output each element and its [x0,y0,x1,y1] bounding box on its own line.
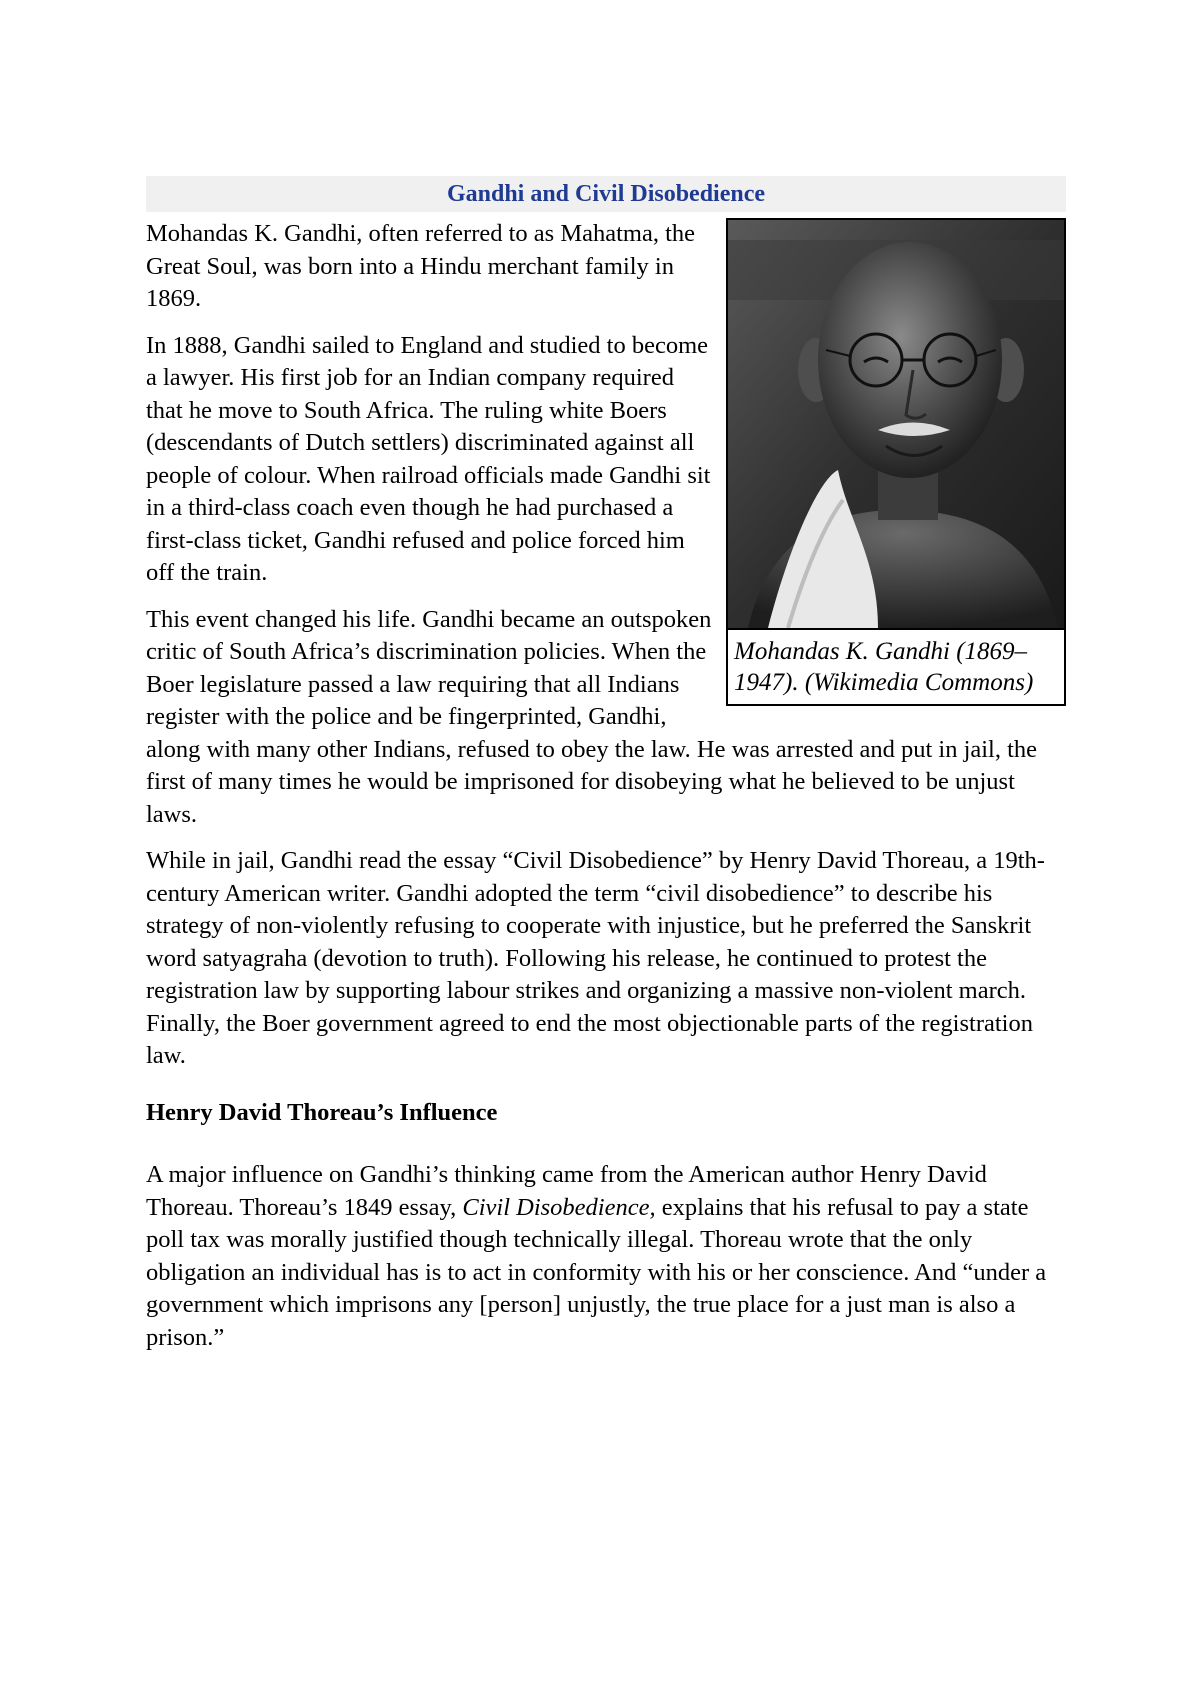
influence-text-start: A major influence on Gandhi’s thinking came from the American author Henry David Thoreau. Thoreau’s 1849 essay, [146,1161,987,1221]
paragraph-thoreau-influence [146,1159,1066,1354]
document-title: Gandhi and Civil Disobedience [146,176,1066,212]
paragraph-south-africa: In 1888, Gandhi sailed to England and studied to become a lawyer. His first job for an Indian company required that he move to South Africa. The ruling white Boers (descendants of Dutch settlers) discriminated against all people of colour. When railroad officials made Gandhi sit in a third-class coach even though he had purchased a first-class ticket, Gandhi refused and police forced him off the train. [146,331,711,586]
document-page [146,176,1066,1368]
section-heading: Henry David Thoreau’s Influence [146,1098,498,1126]
influence-text-end: explains that his refusal to pay a state poll tax was morally justified though technically illegal. Thoreau wrote that the only obligation an individual has is to act in conformity with his or her conscience. And “under a government which imprisons any [person] unjustly, the true place for a just man is also a prison.” [146,1193,1047,1351]
paragraph-civil-disobedience: While in jail, Gandhi read the essay “Civil Disobedience” by Henry David Thoreau, a 19th-century American writer. Gandhi adopted the term “civil disobedience” to describe his strategy of non-violently refusing to cooperate with injustice, but he preferred the Sanskrit word satyagraha (devotion to truth). Following his release, he continued to protest the registration law by supporting labour strikes and organizing a massive non-violent march. Finally, the Boer government agreed to end the most objectionable parts of the registration law. [146,847,1045,1069]
portrait-figure [726,218,1066,706]
portrait-caption: Mohandas K. Gandhi (1869–1947). (Wikimedia Commons) [734,638,1034,696]
paragraph-birth: Mohandas K. Gandhi, often referred to as Mahatma, the Great Soul, was born into a Hindu merchant family in 1869. [146,220,696,312]
essay-title: Civil Disobedience, [462,1193,656,1221]
gandhi-portrait-photo [728,220,1064,630]
paragraph-critic: This event changed his life. Gandhi became an outspoken critic of South Africa’s discrimination policies. When the Boer legislature passed a law requiring that all Indians register with the police and be fingerprinted, Gandhi, along with many other Indians, refused to obey the law. He was arrested and put in jail, the first of many times he would be imprisoned for disobeying what he believed to be unjust laws. [146,605,1038,828]
document-body [146,218,1066,1354]
